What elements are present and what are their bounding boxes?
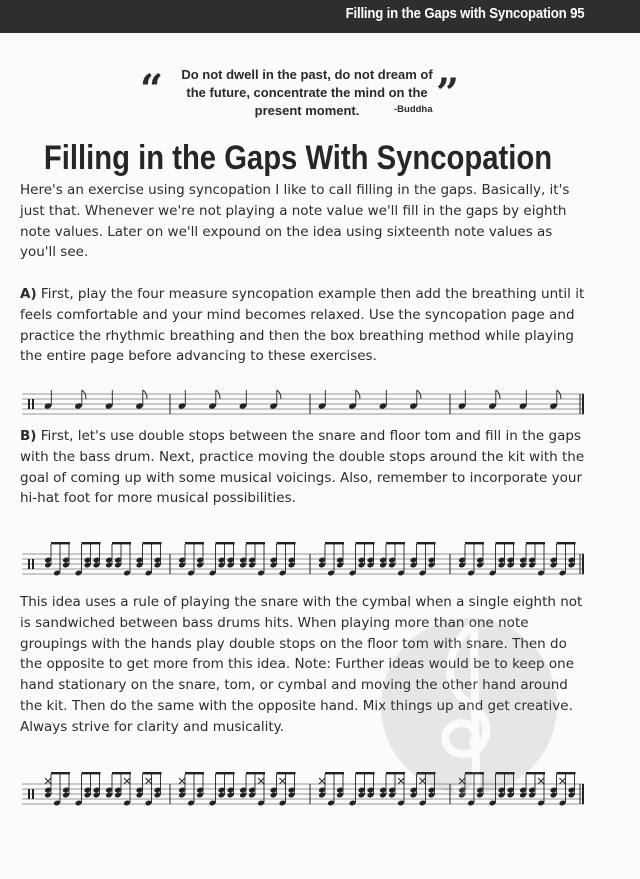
note-beam: [82, 542, 101, 544]
cymbal-note-head: [146, 778, 152, 784]
note-beam: [112, 542, 131, 544]
note-beam: [143, 772, 162, 774]
note-beam: [246, 542, 265, 544]
note-beam: [51, 542, 70, 544]
note-flag: [143, 390, 147, 399]
epigraph: [138, 58, 468, 128]
epigraph-text: Do not dwell in the past, do not dream of the future, concentrate the mind on the present moment.: [181, 67, 433, 118]
note-flag: [496, 390, 500, 399]
percussion-clef-icon: [28, 559, 30, 569]
percussion-clef-icon: [28, 399, 30, 409]
percussion-clef-icon: [32, 789, 34, 799]
percussion-clef-icon: [32, 399, 34, 409]
section-a-label: A): [20, 286, 37, 302]
page-title: Filling in the Gaps With Syncopation: [43, 139, 553, 177]
section-a-paragraph: [20, 284, 590, 367]
close-quote-mark: ”: [436, 70, 460, 117]
section-c-paragraph: This idea uses a rule of playing the snare with the cymbal when a single eighth not is sandwiched between bass drums hits. When playing more than one note groupings with the hands play double stops on the floor tom with snare. Then do the opposite to get more from this idea. Note: Further ideas would be to keep one hand stationary on the snare, tom, or cymbal and moving the other hand around the kit. Then do the same with the opposite hand. Mix things up and get creative. Always strive for clarity and musicality.: [20, 594, 583, 735]
notation-staff-a: [20, 380, 586, 420]
note-beam: [417, 542, 436, 544]
section-b-label: B): [20, 428, 37, 444]
cymbal-note-head: [258, 778, 264, 784]
note-beam: [216, 772, 235, 774]
note-beam: [386, 542, 405, 544]
note-beam: [277, 542, 296, 544]
note-beam: [82, 772, 101, 774]
note-beam: [185, 772, 204, 774]
note-flag: [417, 390, 421, 399]
note-beam: [185, 542, 204, 544]
cymbal-note-head: [319, 778, 325, 784]
cymbal-note-head: [45, 778, 51, 784]
epigraph-author: -Buddha: [394, 104, 433, 115]
open-quote-mark: “: [140, 66, 164, 113]
note-beam: [557, 542, 576, 544]
treble-clef-logo-icon: [378, 594, 560, 804]
note-beam: [356, 542, 375, 544]
note-beam: [325, 542, 344, 544]
note-beam: [246, 772, 265, 774]
section-b-text: First, let's use double stops between the snare and floor tom and fill in the gaps with the bass drum. Next, practice moving the double stops around the kit with the goal of coming up with some musical voicings. Also, remember to incorporate your hi-hat foot for more musical possibilities.: [20, 428, 585, 507]
intro-paragraph: Here's an exercise using syncopation I like to call filling in the gaps. Basically, it's just that. Whenever we're not playing a note value we'll fill in the gaps by eighth note values. Later on we'll expound on the idea using sixteenth note values as you'll see.: [20, 182, 570, 261]
note-flag: [277, 390, 281, 399]
note-beam: [143, 542, 162, 544]
running-header-title: Filling in the Gaps with Syncopation 95: [345, 5, 584, 22]
note-beam: [325, 772, 344, 774]
note-beam: [526, 542, 545, 544]
note-flag: [216, 390, 220, 399]
note-beam: [277, 772, 296, 774]
note-flag: [356, 390, 360, 399]
note-beam: [356, 772, 375, 774]
note-beam: [496, 542, 515, 544]
note-flag: [82, 390, 86, 399]
cymbal-note-head: [560, 778, 566, 784]
note-beam: [216, 542, 235, 544]
section-a-text: First, play the four measure syncopation example then add the breathing until it feels comfortable and your mind becomes relaxed. Use the syncopation page and practice the rhythmic breathing and then the box breathing method while playing the entire page before advancing to these exercises.: [20, 286, 585, 365]
percussion-clef-icon: [32, 559, 34, 569]
section-b-paragraph: [20, 426, 590, 509]
note-flag: [557, 390, 561, 399]
running-header: [0, 0, 640, 33]
percussion-clef-icon: [28, 789, 30, 799]
note-beam: [465, 542, 484, 544]
notation-staff-b: [20, 536, 586, 582]
note-beam: [51, 772, 70, 774]
note-beam: [112, 772, 131, 774]
cymbal-note-head: [124, 778, 130, 784]
cymbal-note-head: [179, 778, 185, 784]
cymbal-note-head: [280, 778, 286, 784]
